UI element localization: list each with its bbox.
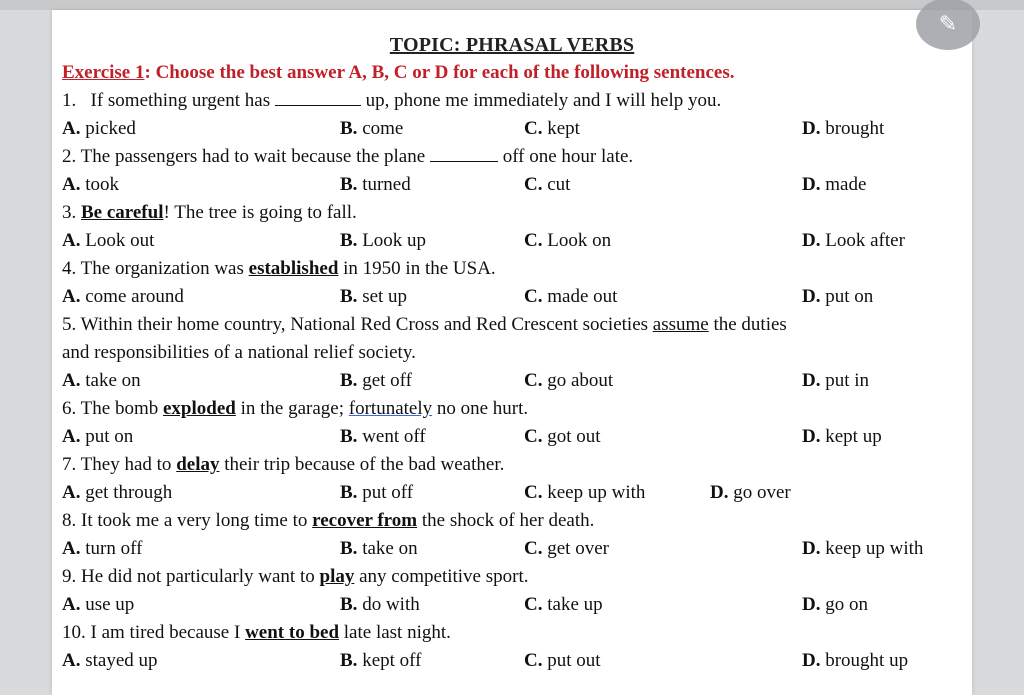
question-4 (62, 258, 496, 280)
question-text: It took me a very long time to (81, 510, 308, 531)
option-b[interactable]: B. went off (340, 426, 426, 447)
option-a[interactable]: A. Look out (62, 230, 155, 251)
question-number: 10. (62, 622, 86, 643)
answer-blank (430, 147, 498, 162)
question-text: The organization was (80, 258, 244, 279)
key-phrase: play (319, 566, 355, 587)
option-a[interactable]: A. get through (62, 482, 173, 503)
option-d[interactable]: D. made (802, 174, 867, 195)
option-a[interactable]: A. turn off (62, 538, 143, 559)
key-phrase: went to bed (245, 622, 340, 643)
question-text: and responsibilities of a national relief society. (62, 342, 416, 363)
option-b[interactable]: B. get off (340, 370, 412, 391)
question-text: up, phone me immediately and I will help you. (365, 90, 722, 111)
question-text: their trip because of the bad weather. (224, 454, 505, 475)
question-text: ! The tree is going to fall. (163, 202, 357, 223)
question-number: 2. (62, 146, 77, 167)
question-text: in 1950 in the USA. (343, 258, 496, 279)
top-strip (0, 0, 1024, 10)
document-page (52, 10, 972, 695)
question-10 (62, 622, 451, 644)
option-c[interactable]: C. cut (524, 174, 571, 195)
question-text: The passengers had to wait because the plane (80, 146, 426, 167)
key-phrase: fortunately (348, 398, 433, 419)
no-edit-icon[interactable]: ✎ (916, 0, 980, 50)
option-c[interactable]: C. go about (524, 370, 614, 391)
question-text: They had to (80, 454, 172, 475)
question-text: I am tired because I (90, 622, 241, 643)
question-text: If something urgent has (90, 90, 271, 111)
option-d[interactable]: D. put in (802, 370, 870, 391)
option-d[interactable]: D. go on (802, 594, 868, 615)
option-b[interactable]: B. put off (340, 482, 414, 503)
option-b[interactable]: B. do with (340, 594, 420, 615)
question-text: no one hurt. (436, 398, 529, 419)
question-number: 9. (62, 566, 77, 587)
question-5-continued (62, 342, 416, 364)
option-a[interactable]: A. use up (62, 594, 135, 615)
option-a[interactable]: A. come around (62, 286, 184, 307)
question-number: 5. (62, 314, 77, 335)
question-1 (62, 90, 721, 112)
option-a[interactable]: A. took (62, 174, 120, 195)
question-number: 8. (62, 510, 77, 531)
option-d[interactable]: D. go over (710, 482, 791, 503)
question-text: in the garage; (240, 398, 345, 419)
question-number: 1. (62, 90, 77, 111)
option-d[interactable]: D. Look after (802, 230, 905, 251)
option-d[interactable]: D. put on (802, 286, 874, 307)
option-d[interactable]: D. brought (802, 118, 885, 139)
page-title: TOPIC: PHRASAL VERBS (389, 34, 635, 56)
question-number: 7. (62, 454, 77, 475)
question-text: any competitive sport. (359, 566, 529, 587)
question-text: Within their home country, National Red Cross and Red Crescent societies (80, 314, 649, 335)
option-c[interactable]: C. take up (524, 594, 603, 615)
question-5 (62, 314, 787, 336)
option-a[interactable]: A. put on (62, 426, 134, 447)
option-c[interactable]: C. put out (524, 650, 601, 671)
question-text: The bomb (80, 398, 159, 419)
option-c[interactable]: C. made out (524, 286, 618, 307)
option-b[interactable]: B. turned (340, 174, 411, 195)
option-b[interactable]: B. come (340, 118, 404, 139)
option-d[interactable]: D. keep up with (802, 538, 924, 559)
question-text: the shock of her death. (421, 510, 595, 531)
instruction-text: : Choose the best answer A, B, C or D for each of the following sentences. (144, 62, 735, 83)
option-b[interactable]: B. Look up (340, 230, 427, 251)
option-c[interactable]: C. keep up with (524, 482, 646, 503)
key-phrase: assume (652, 314, 709, 335)
key-phrase: established (248, 258, 339, 279)
option-b[interactable]: B. kept off (340, 650, 422, 671)
option-b[interactable]: B. take on (340, 538, 418, 559)
question-2 (62, 146, 633, 168)
exercise-label: Exercise 1 (62, 62, 145, 83)
option-a[interactable]: A. stayed up (62, 650, 158, 671)
key-phrase: Be careful (81, 202, 164, 223)
question-number: 6. (62, 398, 77, 419)
option-a[interactable]: A. take on (62, 370, 141, 391)
exercise-instruction (62, 62, 735, 84)
option-d[interactable]: D. brought up (802, 650, 909, 671)
option-b[interactable]: B. set up (340, 286, 408, 307)
question-number: 3. (62, 202, 77, 223)
question-text: He did not particularly want to (81, 566, 315, 587)
answer-blank (275, 91, 361, 106)
question-6 (62, 398, 528, 420)
question-text: off one hour late. (502, 146, 634, 167)
option-c[interactable]: C. got out (524, 426, 601, 447)
option-c[interactable]: C. get over (524, 538, 609, 559)
key-phrase: recover from (312, 510, 418, 531)
option-c[interactable]: C. kept (524, 118, 580, 139)
option-d[interactable]: D. kept up (802, 426, 882, 447)
question-number: 4. (62, 258, 77, 279)
option-c[interactable]: C. Look on (524, 230, 612, 251)
question-7 (62, 454, 504, 476)
key-phrase: exploded (163, 398, 236, 419)
question-3 (62, 202, 357, 224)
question-8 (62, 510, 594, 532)
option-a[interactable]: A. picked (62, 118, 136, 139)
key-phrase: delay (176, 454, 220, 475)
question-9 (62, 566, 529, 588)
question-text: late last night. (343, 622, 451, 643)
question-text: the duties (713, 314, 787, 335)
